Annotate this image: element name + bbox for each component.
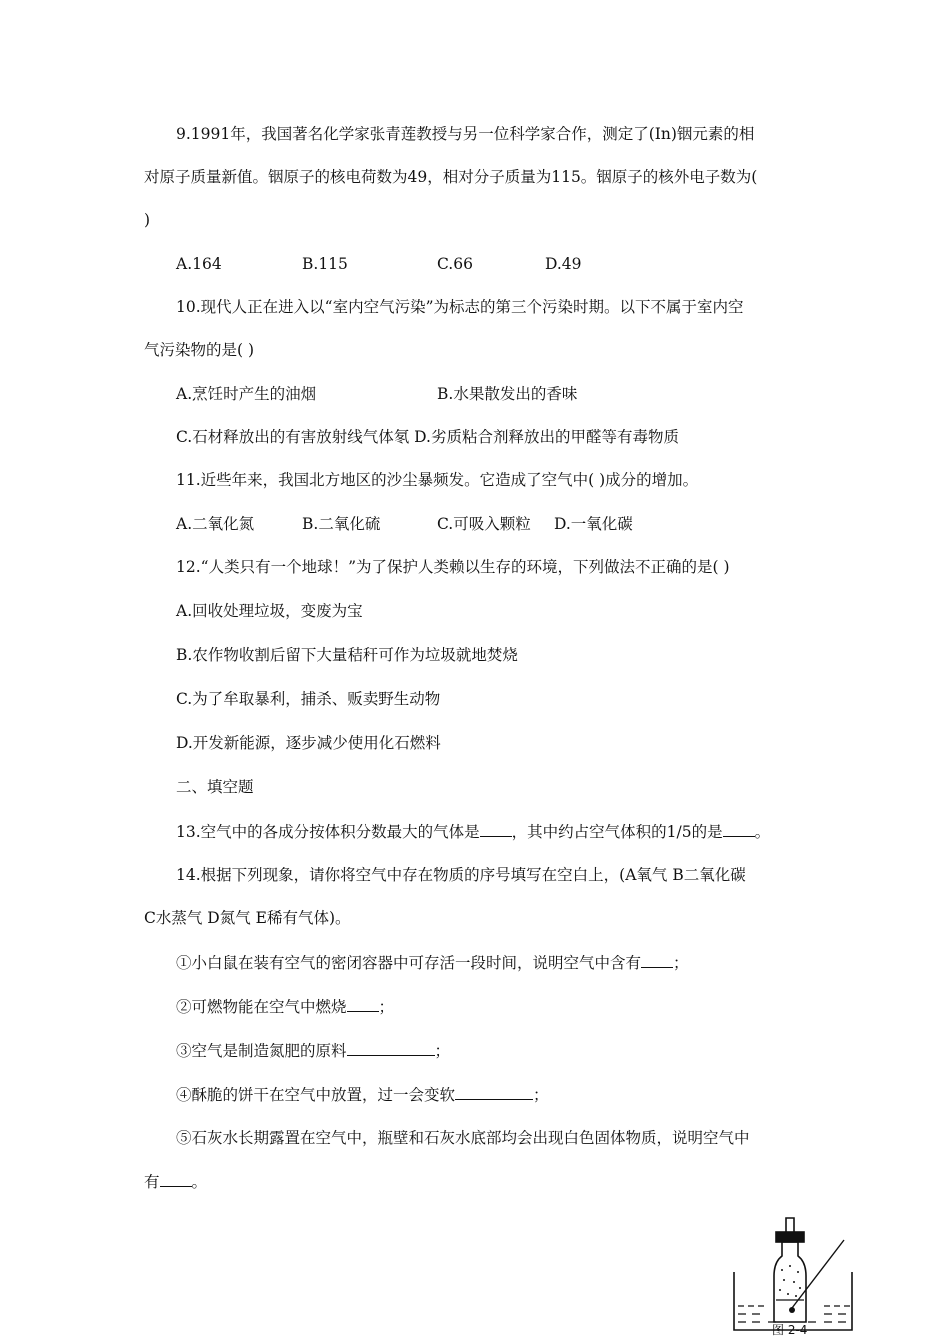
q12-option-d: D.开发新能源，逐步减少使用化石燃料 [176, 734, 441, 752]
q13-part1: 13.空气中的各成分按体积分数最大的气体是 [176, 823, 480, 841]
q9-option-b: B.115 [302, 255, 348, 273]
q14-item-5-end: 。 [191, 1173, 208, 1191]
figure-caption: 图 2-4 [772, 1323, 808, 1337]
q12-option-b: B.农作物收割后留下大量秸秆可作为垃圾就地焚烧 [176, 646, 518, 664]
q13-blank-1[interactable] [480, 820, 512, 837]
q14-item-3-end: ； [434, 1042, 451, 1060]
q9-line2: 对原子质量新值。铟原子的核电荷数为49，相对分子质量为115。铟原子的核外电子数为( [144, 168, 758, 186]
q10-line1: 10.现代人正在进入以“室内空气污染”为标志的第三个污染时期。以下不属于室内空 [176, 298, 744, 316]
q13-line [176, 820, 770, 843]
q9-option-d: D.49 [545, 255, 582, 273]
q14-item-5-blank[interactable] [160, 1170, 192, 1187]
q14-item-5-line2 [144, 1170, 207, 1193]
q14-item-2 [176, 995, 394, 1018]
q14-item-2-text: ②可燃物能在空气中燃烧 [176, 998, 347, 1016]
section-heading: 二、填空题 [176, 778, 254, 796]
q12-line1: 12.“人类只有一个地球！”为了保护人类赖以生存的环境，下列做法不正确的是( ) [176, 558, 730, 576]
q11-line1: 11.近些年来，我国北方地区的沙尘暴频发。它造成了空气中( )成分的增加。 [176, 471, 699, 489]
q14-item-3-blank[interactable] [347, 1039, 435, 1056]
q12-option-c: C.为了牟取暴利，捕杀、贩卖野生动物 [176, 690, 441, 708]
q14-item-3-text: ③空气是制造氮肥的原料 [176, 1042, 347, 1060]
q14-item-4-blank[interactable] [455, 1083, 533, 1100]
q9-line1: 9.1991年，我国著名化学家张青莲教授与另一位科学家合作，测定了(In)铟元素的相 [176, 125, 755, 143]
q14-item-1-text: ①小白鼠在装有空气的密闭容器中可存活一段时间，说明空气中含有 [176, 954, 642, 972]
q10-option-cd: C.石材释放出的有害放射线气体氡 D.劣质粘合剂释放出的甲醛等有毒物质 [176, 428, 679, 446]
q11-option-d: D.一氧化碳 [554, 515, 633, 533]
q9-line3: ) [144, 211, 151, 229]
q14-line2: C水蒸气 D氮气 E稀有气体)。 [144, 909, 351, 927]
q14-item-2-end: ； [378, 998, 395, 1016]
q14-item-3 [176, 1039, 450, 1062]
q14-item-5-line1: ⑤石灰水长期露置在空气中，瓶壁和石灰水底部均会出现白色固体物质，说明空气中 [176, 1129, 750, 1147]
q13-blank-2[interactable] [723, 820, 755, 837]
q11-option-c: C.可吸入颗粒 [437, 515, 531, 533]
q11-option-b: B.二氧化硫 [302, 515, 381, 533]
q14-item-4-text: ④酥脆的饼干在空气中放置，过一会变软 [176, 1086, 456, 1104]
q13-part3: 。 [754, 823, 771, 841]
q10-option-a: A.烹饪时产生的油烟 [176, 385, 317, 403]
q10-option-b: B.水果散发出的香味 [437, 385, 578, 403]
q13-part2: ，其中约占空气体积的1/5的是 [511, 823, 723, 841]
q14-item-4 [176, 1083, 549, 1106]
bottle-in-water-trough-apparatus-icon [728, 1210, 858, 1340]
q11-option-a: A.二氧化氮 [176, 515, 255, 533]
q12-option-a: A.回收处理垃圾，变废为宝 [176, 602, 363, 620]
q14-item-2-blank[interactable] [347, 995, 379, 1012]
q9-option-c: C.66 [437, 255, 473, 273]
q9-option-a: A.164 [176, 255, 222, 273]
q14-line1: 14.根据下列现象，请你将空气中存在物质的序号填写在空白上，(A氧气 B二氧化碳 [176, 866, 746, 884]
q14-item-1-end: ； [673, 954, 689, 972]
q14-item-4-end: ； [533, 1086, 549, 1104]
q14-item-5-text: 有 [144, 1173, 160, 1191]
q14-item-1 [176, 951, 689, 974]
q10-line2: 气污染物的是( ) [144, 341, 255, 359]
q14-item-1-blank[interactable] [641, 951, 673, 968]
